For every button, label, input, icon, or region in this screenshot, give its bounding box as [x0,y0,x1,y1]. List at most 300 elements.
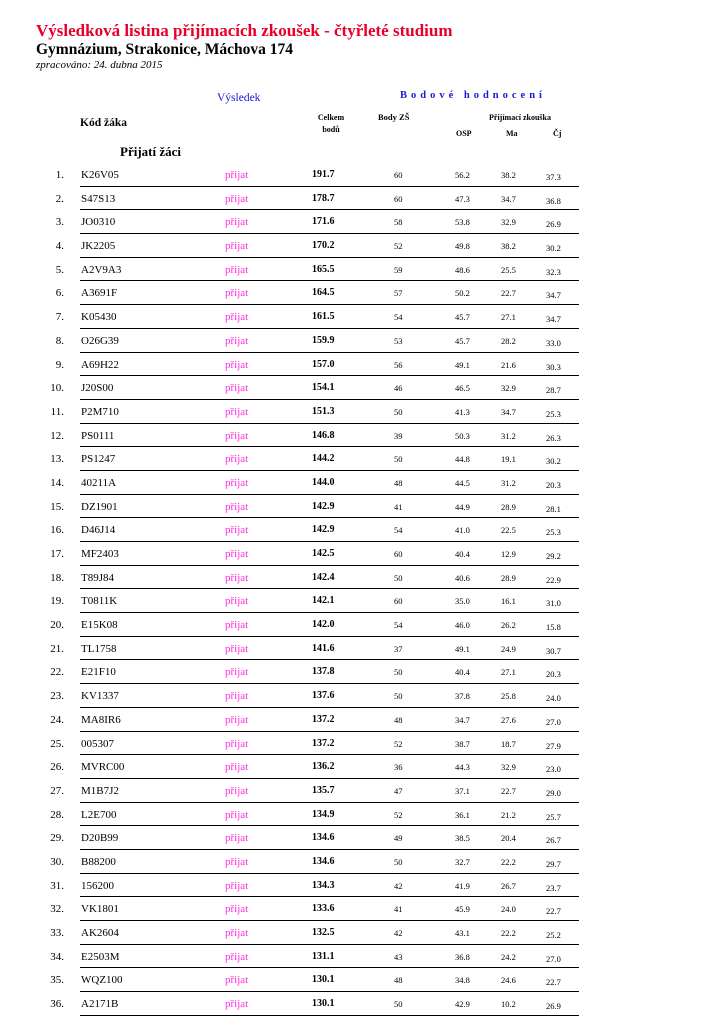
osp-score: 44.9 [455,501,470,512]
total-points: 154.1 [312,382,335,394]
table-row [0,921,724,945]
total-points: 142.9 [312,524,335,536]
osp-score: 32.7 [455,856,470,867]
total-points: 137.8 [312,666,335,678]
total-points: 144.0 [312,476,335,488]
result-status: přijat [225,761,249,774]
ma-score: 38.2 [501,241,516,252]
total-points: 142.5 [312,548,335,559]
result-status: přijat [225,855,249,868]
row-number: 2. [55,192,64,205]
table-row [0,945,724,969]
body-zs-points: 50 [394,572,403,583]
student-code: K26V05 [81,169,119,181]
osp-score: 41.0 [455,525,470,536]
cj-score: 26.9 [546,1001,561,1012]
ma-score: 31.2 [501,477,516,488]
student-code: T89J84 [81,571,114,584]
osp-score: 34.7 [455,714,470,725]
result-status: přijat [225,429,249,442]
body-zs-points: 56 [394,359,403,370]
cj-score: 29.2 [546,551,561,561]
cj-score: 27.0 [546,716,561,727]
total-points: 146.8 [312,429,335,441]
body-zs-points: 43 [394,951,403,962]
osp-score: 49.1 [455,359,470,370]
row-number: 14. [50,476,64,489]
total-points: 134.6 [312,855,335,867]
student-code: 005307 [81,737,114,750]
table-row [0,708,724,732]
row-number: 21. [50,642,64,655]
cj-score: 26.7 [546,835,561,846]
osp-score: 53.8 [455,217,470,228]
total-points: 137.6 [312,690,335,702]
table-row [0,542,724,566]
ma-score: 24.2 [501,951,516,962]
student-code: MA8IR6 [81,713,121,726]
total-points: 178.7 [312,192,335,204]
row-number: 16. [50,524,64,537]
student-code: VK1801 [81,903,119,916]
student-code: M1B7J2 [81,784,119,797]
cj-score: 24.0 [546,693,561,704]
result-status: přijat [225,548,249,560]
total-points: 151.3 [312,405,335,417]
osp-score: 44.8 [455,454,470,465]
student-code: A3691F [81,287,118,300]
ma-score: 32.9 [501,217,516,228]
section-label: Přijatí žáci [120,144,181,159]
row-number: 20. [50,619,64,632]
osp-score: 46.5 [455,383,470,394]
table-row [0,210,724,234]
cj-column-header: Čj [553,129,562,138]
total-points: 142.4 [312,571,335,583]
table-row [0,471,724,495]
table-row [0,968,724,992]
body-zs-points: 41 [394,904,403,915]
table-row [0,755,724,779]
body-zs-points: 54 [394,312,403,323]
cj-score: 23.7 [546,882,561,893]
body-zs-points: 49 [394,833,403,844]
row-number: 33. [50,927,64,939]
total-points: 142.1 [312,595,335,607]
scoring-group-header: Bodové hodnocení [400,90,546,101]
osp-score: 50.3 [455,430,470,441]
row-number: 11. [50,405,64,418]
osp-score: 44.5 [455,477,470,488]
osp-score: 45.7 [455,312,470,323]
ma-score: 32.9 [501,383,516,394]
student-code: A2171B [81,998,119,1011]
row-number: 9. [55,358,64,371]
ma-score: 16.1 [501,596,516,607]
result-status: přijat [225,524,249,537]
student-code: KV1337 [81,690,119,703]
result-status: přijat [225,476,249,489]
row-number: 10. [50,382,64,395]
body-zs-points: 60 [394,549,403,559]
total-points: 134.9 [312,808,335,820]
processed-date: zpracováno: 24. dubna 2015 [36,59,163,71]
body-zs-points: 50 [394,856,403,867]
row-number: 18. [50,571,64,584]
table-row [0,400,724,424]
table-row [0,826,724,850]
cj-score: 28.1 [546,503,561,514]
table-row [0,992,724,1016]
row-number: 32. [50,903,64,916]
table-row [0,281,724,305]
ma-score: 22.2 [501,928,516,938]
total-points: 136.2 [312,761,335,773]
body-zs-points: 37 [394,643,403,654]
ma-column-header: Ma [506,129,518,138]
ma-score: 24.9 [501,643,516,654]
cj-score: 25.3 [546,527,561,538]
table-row [0,589,724,613]
result-status: přijat [225,903,249,916]
ma-score: 21.2 [501,809,516,820]
total-points: 137.2 [312,713,335,725]
table-row [0,566,724,590]
body-zs-points: 52 [394,738,403,749]
student-code: DZ1901 [81,500,118,513]
ma-score: 25.5 [501,264,516,275]
total-points: 132.5 [312,927,335,938]
student-code: K05430 [81,311,117,324]
student-code: JK2205 [81,240,116,253]
result-column-header: Výsledek [217,92,261,104]
ma-score: 21.6 [501,359,516,370]
ma-score: 27.6 [501,714,516,725]
cj-score: 37.3 [546,172,561,182]
student-code: E15K08 [81,619,118,632]
table-row [0,874,724,898]
body-zs-points: 58 [394,217,403,228]
total-points: 191.7 [312,169,335,180]
cj-score: 15.8 [546,622,561,633]
student-code: PS0111 [81,429,115,442]
student-code: B88200 [81,855,116,868]
osp-score: 35.0 [455,596,470,607]
body-zs-points: 50 [394,406,403,417]
table-row [0,376,724,400]
code-column-header: Kód žáka [80,117,127,129]
total-points: 131.1 [312,950,335,962]
result-status: přijat [225,405,249,418]
row-number: 28. [50,808,64,821]
student-code: JO0310 [81,216,116,229]
entrance-exam-header: Přijímací zkouška [489,113,551,122]
ma-score: 19.1 [501,454,516,465]
body-zs-points: 48 [394,477,403,488]
total-points: 164.5 [312,287,335,299]
ma-score: 38.2 [501,170,516,180]
table-row [0,187,724,211]
cj-score: 31.0 [546,598,561,609]
osp-score: 42.9 [455,999,470,1010]
cj-score: 27.9 [546,740,561,751]
body-zs-points: 46 [394,383,403,394]
total-points: 134.3 [312,879,335,891]
cj-score: 26.9 [546,219,561,230]
ma-score: 25.8 [501,691,516,702]
result-status: přijat [225,713,249,726]
table-row [0,660,724,684]
student-code: J20S00 [81,382,114,395]
total-points: 144.2 [312,453,335,465]
body-zs-points: 48 [394,975,403,986]
table-row [0,163,724,187]
student-code: L2E700 [81,808,117,821]
body-zs-points: 39 [394,430,403,441]
cj-score: 33.0 [546,337,561,348]
table-row [0,518,724,542]
table-row [0,424,724,448]
cj-score: 23.0 [546,764,561,775]
cj-score: 22.7 [546,977,561,988]
total-points: 137.2 [312,737,335,749]
cj-score: 20.3 [546,669,561,680]
body-zs-points: 48 [394,714,403,725]
result-status: přijat [225,974,249,987]
cj-score: 22.7 [546,906,561,917]
cj-score: 25.3 [546,408,561,419]
row-number: 23. [50,690,64,703]
result-status: přijat [225,382,249,395]
result-status: přijat [225,287,249,300]
row-number: 34. [50,950,64,963]
student-code: AK2604 [81,927,119,939]
body-zs-points: 54 [394,525,403,536]
body-zs-points: 36 [394,762,403,773]
osp-score: 38.5 [455,833,470,844]
row-number: 17. [50,548,64,560]
osp-score: 34.8 [455,975,470,986]
table-row [0,803,724,827]
osp-score: 43.1 [455,928,470,938]
osp-score: 50.2 [455,288,470,299]
row-number: 27. [50,784,64,797]
osp-score: 41.3 [455,406,470,417]
row-number: 31. [50,879,64,892]
student-code: 40211A [81,476,117,489]
student-code: P2M710 [81,405,119,418]
total-points: 133.6 [312,903,335,915]
cj-score: 34.7 [546,290,561,301]
result-status: přijat [225,784,249,797]
ma-score: 22.2 [501,856,516,867]
ma-score: 12.9 [501,549,516,559]
student-code: T0811K [81,595,118,608]
cj-score: 30.2 [546,456,561,467]
osp-score: 36.1 [455,809,470,820]
body-zs-points: 42 [394,880,403,891]
osp-score: 41.9 [455,880,470,891]
body-zs-column-header: Body ZŠ [378,112,410,122]
result-status: přijat [225,311,249,324]
osp-score: 36.8 [455,951,470,962]
table-row [0,447,724,471]
ma-score: 28.2 [501,335,516,346]
body-zs-points: 50 [394,691,403,702]
result-status: přijat [225,690,249,703]
cj-score: 34.7 [546,314,561,325]
result-status: přijat [225,950,249,963]
student-code: WQZ100 [81,974,123,987]
body-zs-points: 52 [394,809,403,820]
cj-score: 27.0 [546,953,561,964]
ma-score: 28.9 [501,501,516,512]
row-number: 7. [55,311,64,324]
ma-score: 28.9 [501,572,516,583]
table-row [0,850,724,874]
total-points: 159.9 [312,334,335,346]
table-row [0,613,724,637]
student-code: TL1758 [81,642,117,655]
table-row [0,258,724,282]
total-points: 161.5 [312,311,335,323]
osp-score: 37.8 [455,691,470,702]
ma-score: 24.0 [501,904,516,915]
table-row [0,897,724,921]
ma-score: 22.5 [501,525,516,536]
row-number: 8. [55,334,64,347]
ma-score: 24.6 [501,975,516,986]
body-zs-points: 52 [394,241,403,252]
result-status: přijat [225,808,249,821]
result-status: přijat [225,216,249,229]
row-number: 19. [50,595,64,608]
ma-score: 22.7 [501,785,516,796]
osp-score: 48.6 [455,264,470,275]
cj-score: 30.3 [546,361,561,372]
row-number: 1. [55,169,64,181]
cj-score: 25.2 [546,930,561,940]
results-table [0,163,724,1016]
result-status: přijat [225,358,249,371]
row-number: 26. [50,761,64,774]
result-status: přijat [225,334,249,347]
ma-score: 31.2 [501,430,516,441]
table-row [0,684,724,708]
table-row [0,732,724,756]
result-status: přijat [225,998,249,1011]
row-number: 13. [50,453,64,466]
osp-score: 40.6 [455,572,470,583]
row-number: 6. [55,287,64,300]
table-row [0,329,724,353]
body-zs-points: 60 [394,170,403,180]
total-points: 142.0 [312,619,335,631]
total-points: 157.0 [312,358,335,370]
result-status: přijat [225,879,249,892]
student-code: E21F10 [81,666,116,679]
result-status: přijat [225,169,249,181]
osp-score: 49.8 [455,241,470,252]
body-zs-points: 59 [394,264,403,275]
body-zs-points: 50 [394,999,403,1010]
ma-score: 10.2 [501,999,516,1010]
osp-score: 38.7 [455,738,470,749]
result-status: přijat [225,240,249,253]
row-number: 3. [55,216,64,229]
result-status: přijat [225,832,249,845]
total-points: 130.1 [312,998,335,1010]
osp-score: 45.7 [455,335,470,346]
body-zs-points: 50 [394,454,403,465]
student-code: D46J14 [81,524,116,537]
ma-score: 20.4 [501,833,516,844]
row-number: 29. [50,832,64,845]
total-points: 142.9 [312,500,335,512]
student-code: PS1247 [81,453,116,466]
cj-score: 32.3 [546,266,561,277]
osp-score: 45.9 [455,904,470,915]
ma-score: 18.7 [501,738,516,749]
cj-score: 29.7 [546,858,561,869]
student-code: O26G39 [81,334,119,347]
osp-score: 46.0 [455,620,470,631]
cj-score: 28.7 [546,385,561,396]
osp-column-header: OSP [456,129,472,138]
ma-score: 27.1 [501,667,516,678]
result-status: přijat [225,500,249,513]
body-zs-points: 60 [394,596,403,607]
school-name: Gymnázium, Strakonice, Máchova 174 [36,41,294,58]
row-number: 25. [50,737,64,750]
ma-score: 32.9 [501,762,516,773]
osp-score: 49.1 [455,643,470,654]
cj-score: 30.2 [546,243,561,254]
osp-score: 47.3 [455,193,470,204]
table-row [0,353,724,377]
result-status: přijat [225,263,249,276]
ma-score: 22.7 [501,288,516,299]
table-row [0,234,724,258]
osp-score: 44.3 [455,762,470,773]
row-number: 15. [50,500,64,513]
ma-score: 34.7 [501,406,516,417]
total-points: 134.6 [312,832,335,844]
student-code: D20B99 [81,832,119,845]
total-points: 130.1 [312,974,335,986]
ma-score: 27.1 [501,312,516,323]
student-code: MF2403 [81,548,119,560]
ma-score: 26.7 [501,880,516,891]
student-code: MVRC00 [81,761,125,774]
student-code: E2503M [81,950,120,963]
document-title: Výsledková listina přijímacích zkoušek - čtyřleté studium [36,21,453,40]
total-points: 141.6 [312,642,335,654]
row-number: 4. [55,240,64,253]
student-code: S47S13 [81,192,116,205]
body-zs-points: 54 [394,620,403,631]
osp-score: 37.1 [455,785,470,796]
result-status: přijat [225,737,249,750]
total-column-header: Celkem bodů [317,113,345,134]
result-status: přijat [225,571,249,584]
row-number: 24. [50,713,64,726]
total-points: 171.6 [312,216,335,228]
table-row [0,637,724,661]
student-code: A2V9A3 [81,263,122,276]
row-number: 12. [50,429,64,442]
row-number: 36. [50,998,64,1011]
